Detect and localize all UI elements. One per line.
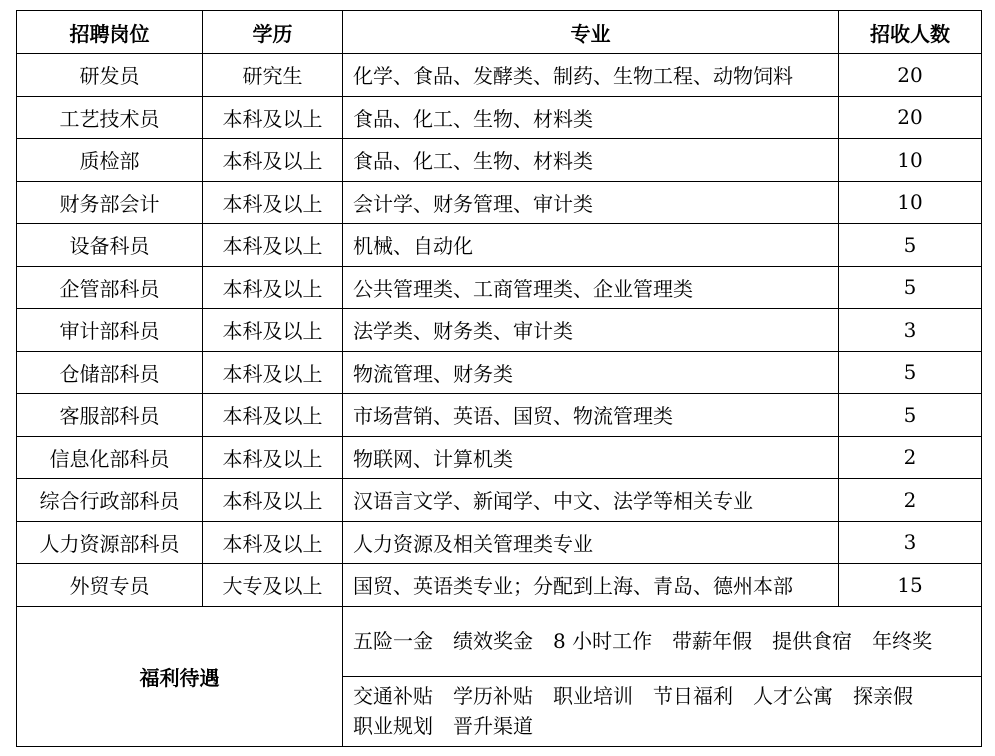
major-cell: 食品、化工、生物、材料类 (343, 96, 839, 139)
count-cell: 3 (839, 309, 982, 352)
education-cell: 研究生 (203, 54, 343, 97)
benefit-item: 职业培训 (553, 684, 633, 708)
position-cell: 外贸专员 (17, 564, 203, 607)
position-cell: 客服部科员 (17, 394, 203, 437)
position-cell: 人力资源部科员 (17, 521, 203, 564)
position-cell: 质检部 (17, 139, 203, 182)
count-cell: 2 (839, 436, 982, 479)
header-count: 招收人数 (839, 11, 982, 54)
benefits-group-2 (343, 676, 982, 746)
table-row (17, 564, 982, 607)
benefit-item: 带薪年假 (672, 629, 753, 653)
benefits-group-1 (343, 606, 982, 676)
major-cell: 物流管理、财务类 (343, 351, 839, 394)
major-cell: 会计学、财务管理、审计类 (343, 181, 839, 224)
count-cell: 5 (839, 394, 982, 437)
position-cell: 研发员 (17, 54, 203, 97)
education-cell: 本科及以上 (203, 309, 343, 352)
table-row (17, 521, 982, 564)
count-cell: 2 (839, 479, 982, 522)
education-cell: 本科及以上 (203, 394, 343, 437)
major-cell: 公共管理类、工商管理类、企业管理类 (343, 266, 839, 309)
header-education: 学历 (203, 11, 343, 54)
benefit-item: 交通补贴 (353, 684, 433, 708)
education-cell: 本科及以上 (203, 181, 343, 224)
table-row (17, 224, 982, 267)
position-cell: 企管部科员 (17, 266, 203, 309)
job-rows (17, 54, 982, 607)
major-cell: 人力资源及相关管理类专业 (343, 521, 839, 564)
benefit-item: 晋升渠道 (453, 714, 533, 738)
table-row (17, 54, 982, 97)
education-cell: 本科及以上 (203, 139, 343, 182)
benefits-row-1 (17, 606, 982, 676)
major-cell: 市场营销、英语、国贸、物流管理类 (343, 394, 839, 437)
position-cell: 财务部会计 (17, 181, 203, 224)
benefit-item: 年终奖 (872, 629, 933, 653)
count-cell: 20 (839, 96, 982, 139)
major-cell: 物联网、计算机类 (343, 436, 839, 479)
count-cell: 20 (839, 54, 982, 97)
benefit-item: 提供食宿 (772, 629, 853, 653)
position-cell: 仓储部科员 (17, 351, 203, 394)
education-cell: 本科及以上 (203, 521, 343, 564)
table-row (17, 309, 982, 352)
position-cell: 工艺技术员 (17, 96, 203, 139)
benefit-item: 节日福利 (653, 684, 733, 708)
count-cell: 10 (839, 139, 982, 182)
count-cell: 5 (839, 351, 982, 394)
education-cell: 大专及以上 (203, 564, 343, 607)
count-cell: 5 (839, 224, 982, 267)
benefit-item: 五险一金 (353, 629, 433, 653)
count-cell: 5 (839, 266, 982, 309)
header-major: 专业 (343, 11, 839, 54)
header-position: 招聘岗位 (17, 11, 203, 54)
table-row (17, 266, 982, 309)
position-cell: 信息化部科员 (17, 436, 203, 479)
position-cell: 设备科员 (17, 224, 203, 267)
benefits-title: 福利待遇 (17, 606, 343, 746)
benefit-item: 绩效奖金 (453, 629, 533, 653)
table-row (17, 479, 982, 522)
education-cell: 本科及以上 (203, 96, 343, 139)
count-cell: 10 (839, 181, 982, 224)
major-cell: 法学类、财务类、审计类 (343, 309, 839, 352)
position-cell: 审计部科员 (17, 309, 203, 352)
benefit-item: 8 小时工作 (553, 629, 653, 653)
table-row (17, 436, 982, 479)
position-cell: 综合行政部科员 (17, 479, 203, 522)
major-cell: 食品、化工、生物、材料类 (343, 139, 839, 182)
education-cell: 本科及以上 (203, 224, 343, 267)
benefit-item: 探亲假 (853, 684, 913, 708)
major-cell: 化学、食品、发酵类、制药、生物工程、动物饲料 (343, 54, 839, 97)
benefit-item: 人才公寓 (753, 684, 833, 708)
benefit-item: 学历补贴 (453, 684, 533, 708)
major-cell: 汉语言文学、新闻学、中文、法学等相关专业 (343, 479, 839, 522)
recruitment-table (16, 10, 982, 747)
table-row (17, 139, 982, 182)
header-row (17, 11, 982, 54)
table-row (17, 96, 982, 139)
major-cell: 机械、自动化 (343, 224, 839, 267)
table-row (17, 181, 982, 224)
education-cell: 本科及以上 (203, 479, 343, 522)
education-cell: 本科及以上 (203, 351, 343, 394)
education-cell: 本科及以上 (203, 266, 343, 309)
education-cell: 本科及以上 (203, 436, 343, 479)
count-cell: 15 (839, 564, 982, 607)
benefit-item: 职业规划 (353, 714, 433, 738)
major-cell: 国贸、英语类专业；分配到上海、青岛、德州本部 (343, 564, 839, 607)
table-row (17, 394, 982, 437)
count-cell: 3 (839, 521, 982, 564)
table-row (17, 351, 982, 394)
